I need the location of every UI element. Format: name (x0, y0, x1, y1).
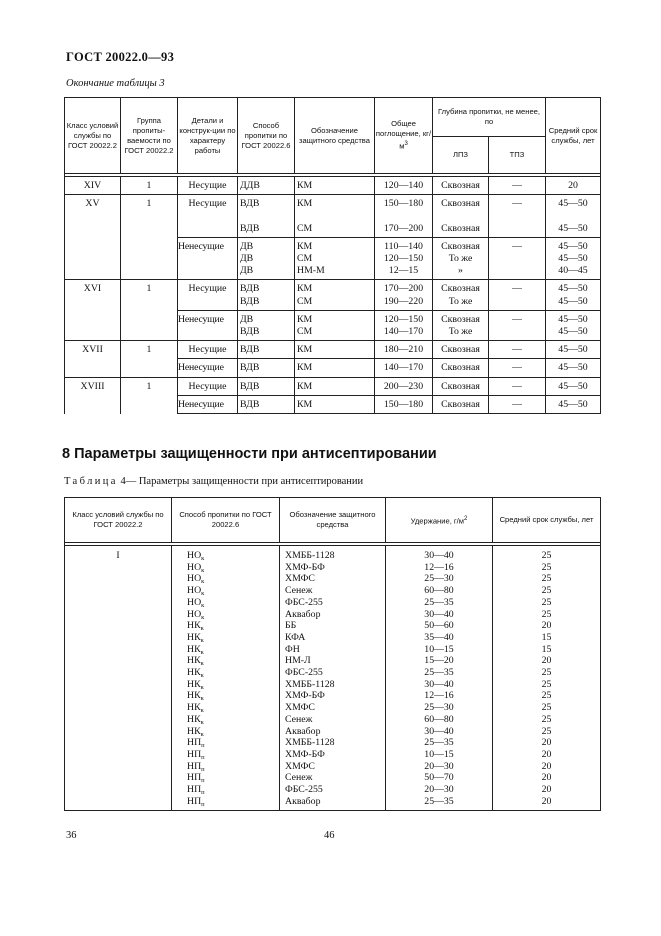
method-cell: ДВ ВДВ (238, 310, 295, 340)
retention-value: 30—40 (424, 678, 454, 690)
parts-cell: Несущие (178, 280, 238, 310)
absorption-cell: 120—140 (375, 177, 433, 195)
lpz-cell: Сквозная То же (433, 280, 489, 310)
preservative-value: КФА (285, 631, 306, 643)
service-life-value: 25 (541, 690, 552, 702)
service-life-value: 15 (541, 643, 552, 655)
lpz-cell: Сквозная (433, 341, 489, 359)
absorption-cell: 140—170 (375, 359, 433, 377)
t4-header-retention: Удержание, $г/м^2$ (386, 498, 493, 543)
method-cell: ВДВ ВДВ (238, 195, 295, 238)
retention-value: 50—70 (424, 772, 454, 784)
preservative-cell: КМ (295, 341, 375, 359)
retention-value: 25—35 (424, 737, 454, 749)
tpz-cell: — (489, 237, 546, 280)
section-heading: 8 Параметры защищенности при антисептировании (62, 446, 437, 462)
service-life-value: 20 (541, 620, 552, 632)
t3-header-method: Способ пропитки по ГОСТ 20022.6 (238, 98, 295, 174)
preservative-value: ФБС-255 (285, 667, 323, 679)
impregnability-group-cell: 1 (121, 280, 178, 341)
page-number-left: 36 (66, 830, 77, 841)
absorption-cell: 110—140 120—150 12—15 (375, 237, 433, 280)
lpz-cell: Сквозная (433, 177, 489, 195)
service-life-cell: 45—50 45—50 (546, 195, 601, 238)
preservative-cell: КМ (295, 177, 375, 195)
service-life-cell: 45—50 45—50 (546, 310, 601, 340)
preservative-value: ФБС-255 (285, 596, 323, 608)
t3-header-service-class: Класс условий службы по ГОСТ 20022.2 (65, 98, 121, 174)
parts-cell: Несущие (178, 195, 238, 238)
service-life-value: 20 (541, 655, 552, 667)
service-life-value: 20 (541, 795, 552, 807)
retention-value: 15—20 (424, 655, 454, 667)
method-cell: ВДВ (238, 377, 295, 395)
method-cell: ВДВ (238, 395, 295, 413)
lpz-cell: Сквозная То же (433, 310, 489, 340)
service-life-value: 25 (541, 725, 552, 737)
page-number-center: 46 (324, 830, 335, 841)
service-class-cell: XVII (65, 341, 121, 377)
table-row (65, 177, 601, 195)
parts-cell: Ненесущие (178, 395, 238, 413)
absorption-cell: 120—150 140—170 (375, 310, 433, 340)
preservative-value: Аквабор (285, 725, 321, 737)
preservative-cell: КМ СМ (295, 310, 375, 340)
absorption-cell: 150—180 170—200 (375, 195, 433, 238)
parts-cell: Ненесущие (178, 237, 238, 280)
preservative-value: ХМФ-БФ (285, 748, 325, 760)
preservative-value: ФН (285, 643, 300, 655)
service-life-value: 25 (541, 678, 552, 690)
preservative-value: ХМФС (285, 760, 315, 772)
impregnability-group-cell: 1 (121, 195, 178, 280)
t4-agent-col (280, 546, 386, 811)
preservative-value: ФБС-255 (285, 784, 323, 796)
preservative-cell: КМ (295, 359, 375, 377)
retention-value: 30—40 (424, 550, 454, 561)
preservative-value: ХМББ-1128 (285, 678, 335, 690)
document-code: ГОСТ 20022.0—93 (66, 50, 175, 64)
t4-header-preservative: Обозначение защитного средства (280, 498, 386, 543)
t3-header-lpz: ЛПЗ (433, 137, 489, 174)
method-cell: ВДВ (238, 341, 295, 359)
retention-value: 20—30 (424, 760, 454, 772)
retention-value: 25—35 (424, 667, 454, 679)
retention-value: 25—35 (424, 795, 454, 807)
t3-header-impregnability-group: Группа пропиты-ваемости по ГОСТ 20022.2 (121, 98, 178, 174)
service-life-value: 25 (541, 550, 552, 561)
lpz-cell: Сквозная (433, 359, 489, 377)
service-life-value: 25 (541, 585, 552, 597)
service-life-value: 20 (541, 772, 552, 784)
parts-cell: Несущие (178, 177, 238, 195)
t4-header-service-class: Класс условий службы по ГОСТ 20022.2 (65, 498, 172, 543)
preservative-cell: КМ (295, 395, 375, 413)
service-life-value: 25 (541, 596, 552, 608)
t3-header-tpz: ТПЗ (489, 137, 546, 174)
service-life-value: 20 (541, 784, 552, 796)
preservative-cell: КМ (295, 377, 375, 395)
method-cell: ВДВ (238, 359, 295, 377)
table4-caption: Таблица 4— Параметры защищенности при антисептировании (64, 476, 364, 487)
service-life-cell: 45—50 (546, 341, 601, 359)
preservative-value: Сенеж (285, 772, 313, 784)
tpz-cell: — (489, 177, 546, 195)
retention-value: 20—30 (424, 784, 454, 796)
retention-value: 25—35 (424, 596, 454, 608)
service-life-cell: 45—50 (546, 377, 601, 395)
lpz-cell: Сквозная (433, 377, 489, 395)
absorption-cell: 170—200 190—220 (375, 280, 433, 310)
tpz-cell: — (489, 341, 546, 359)
preservative-value: НМ-Л (285, 655, 311, 667)
preservative-value: Сенеж (285, 713, 313, 725)
t3-header-service-life: Средний срок службы, лет (546, 98, 601, 174)
preservative-value: ХМББ-1128 (285, 737, 335, 749)
t4-life-col (493, 546, 601, 811)
service-life-value: 25 (541, 702, 552, 714)
lpz-cell: Сквозная Сквозная (433, 195, 489, 238)
preservative-value: ХМФ-БФ (285, 690, 325, 702)
preservative-cell: КМ СМ (295, 280, 375, 310)
service-life-value: 25 (541, 667, 552, 679)
retention-value: 30—40 (424, 725, 454, 737)
service-life-value: 20 (541, 760, 552, 772)
tpz-cell: — (489, 395, 546, 413)
table-row (65, 195, 601, 238)
impregnability-group-cell: 1 (121, 341, 178, 377)
retention-value: 60—80 (424, 713, 454, 725)
preservative-value: ББ (285, 620, 297, 632)
tpz-cell: — (489, 359, 546, 377)
method-cell: ДВ ДВ ДВ (238, 237, 295, 280)
table3 (64, 97, 601, 414)
preservative-value: ХМФ-БФ (285, 561, 325, 573)
t4-header-method: Способ пропитки по ГОСТ 20022.6 (172, 498, 280, 543)
preservative-value: Аквабор (285, 795, 321, 807)
parts-cell: Ненесущие (178, 310, 238, 340)
absorption-cell: 180—210 (375, 341, 433, 359)
preservative-cell: КМ СМ (295, 195, 375, 238)
t3-header-depth-group: Глубина пропитки, не менее, по (433, 98, 546, 137)
service-class-cell: XIV (65, 177, 121, 195)
lpz-cell: Сквозная То же » (433, 237, 489, 280)
table-row (65, 377, 601, 395)
service-life-value: 15 (541, 631, 552, 643)
absorption-cell: 150—180 (375, 395, 433, 413)
parts-cell: Несущие (178, 341, 238, 359)
preservative-value: Сенеж (285, 585, 313, 597)
service-life-cell: 45—50 45—50 40—45 (546, 237, 601, 280)
retention-value: 60—80 (424, 585, 454, 597)
table3-caption: Окончание таблицы 3 (66, 78, 165, 89)
absorption-cell: 200—230 (375, 377, 433, 395)
tpz-cell: — (489, 195, 546, 238)
preservative-value: ХМББ-1128 (285, 550, 335, 561)
service-life-cell: 45—50 45—50 (546, 280, 601, 310)
retention-value: 12—16 (424, 561, 454, 573)
service-class-cell: XVI (65, 280, 121, 341)
table-row (65, 280, 601, 310)
service-life-cell: 45—50 (546, 395, 601, 413)
service-class-cell: XVIII (65, 377, 121, 413)
service-life-cell: 45—50 (546, 359, 601, 377)
preservative-value: ХМФС (285, 573, 315, 585)
service-life-value: 20 (541, 737, 552, 749)
service-life-value: 25 (541, 573, 552, 585)
service-life-value: 25 (541, 561, 552, 573)
tpz-cell: — (489, 377, 546, 395)
t4-retention-col (386, 546, 493, 811)
t3-header-total-absorption: Общее поглощение, $кг/м^3$ (375, 98, 433, 174)
parts-cell: Ненесущие (178, 359, 238, 377)
preservative-value: ХМФС (285, 702, 315, 714)
preservative-cell: КМ СМ НМ-М (295, 237, 375, 280)
t3-header-preservative: Обозначение защитного средства (295, 98, 375, 174)
parts-cell: Несущие (178, 377, 238, 395)
service-life-cell: 20 (546, 177, 601, 195)
service-life-value: 25 (541, 608, 552, 620)
retention-value: 35—40 (424, 631, 454, 643)
lpz-cell: Сквозная (433, 395, 489, 413)
retention-value: 30—40 (424, 608, 454, 620)
tpz-cell: — (489, 310, 546, 340)
retention-value: 10—15 (424, 748, 454, 760)
tpz-cell: — (489, 280, 546, 310)
service-life-value: 20 (541, 748, 552, 760)
service-class-cell: XV (65, 195, 121, 280)
table4 (64, 497, 601, 811)
impregnability-group-cell: 1 (121, 177, 178, 195)
retention-value: 25—30 (424, 573, 454, 585)
service-life-value: 25 (541, 713, 552, 725)
impregnability-group-cell: 1 (121, 377, 178, 413)
t4-header-service-life: Средний срок службы, лет (493, 498, 601, 543)
t4-method-col: $НО_к$ $НО_к$ $НО_к$ $НО_к$ $НО_к$ $НО_к$ $НК_к$ $НК_к$ $НК_к$ $НК_к$ $НК_к$ $НК_к$ $НК_к$ $НК_к$ $НК_к$ $НК_к$ $НП_п$ $НП_п$ $НП_п$ $НП_п$ $НП_п$ $НП_п$ (69, 546, 177, 811)
method-cell: ДДВ (238, 177, 295, 195)
retention-value: 10—15 (424, 643, 454, 655)
retention-value: 25—30 (424, 702, 454, 714)
table-row (65, 341, 601, 359)
method-cell: ВДВ ВДВ (238, 280, 295, 310)
retention-value: 50—60 (424, 620, 454, 632)
t4-service-class: I (65, 546, 172, 811)
preservative-value: Аквабор (285, 608, 321, 620)
t3-header-parts: Детали и конструк-ции по характеру работы (178, 98, 238, 174)
retention-value: 12—16 (424, 690, 454, 702)
